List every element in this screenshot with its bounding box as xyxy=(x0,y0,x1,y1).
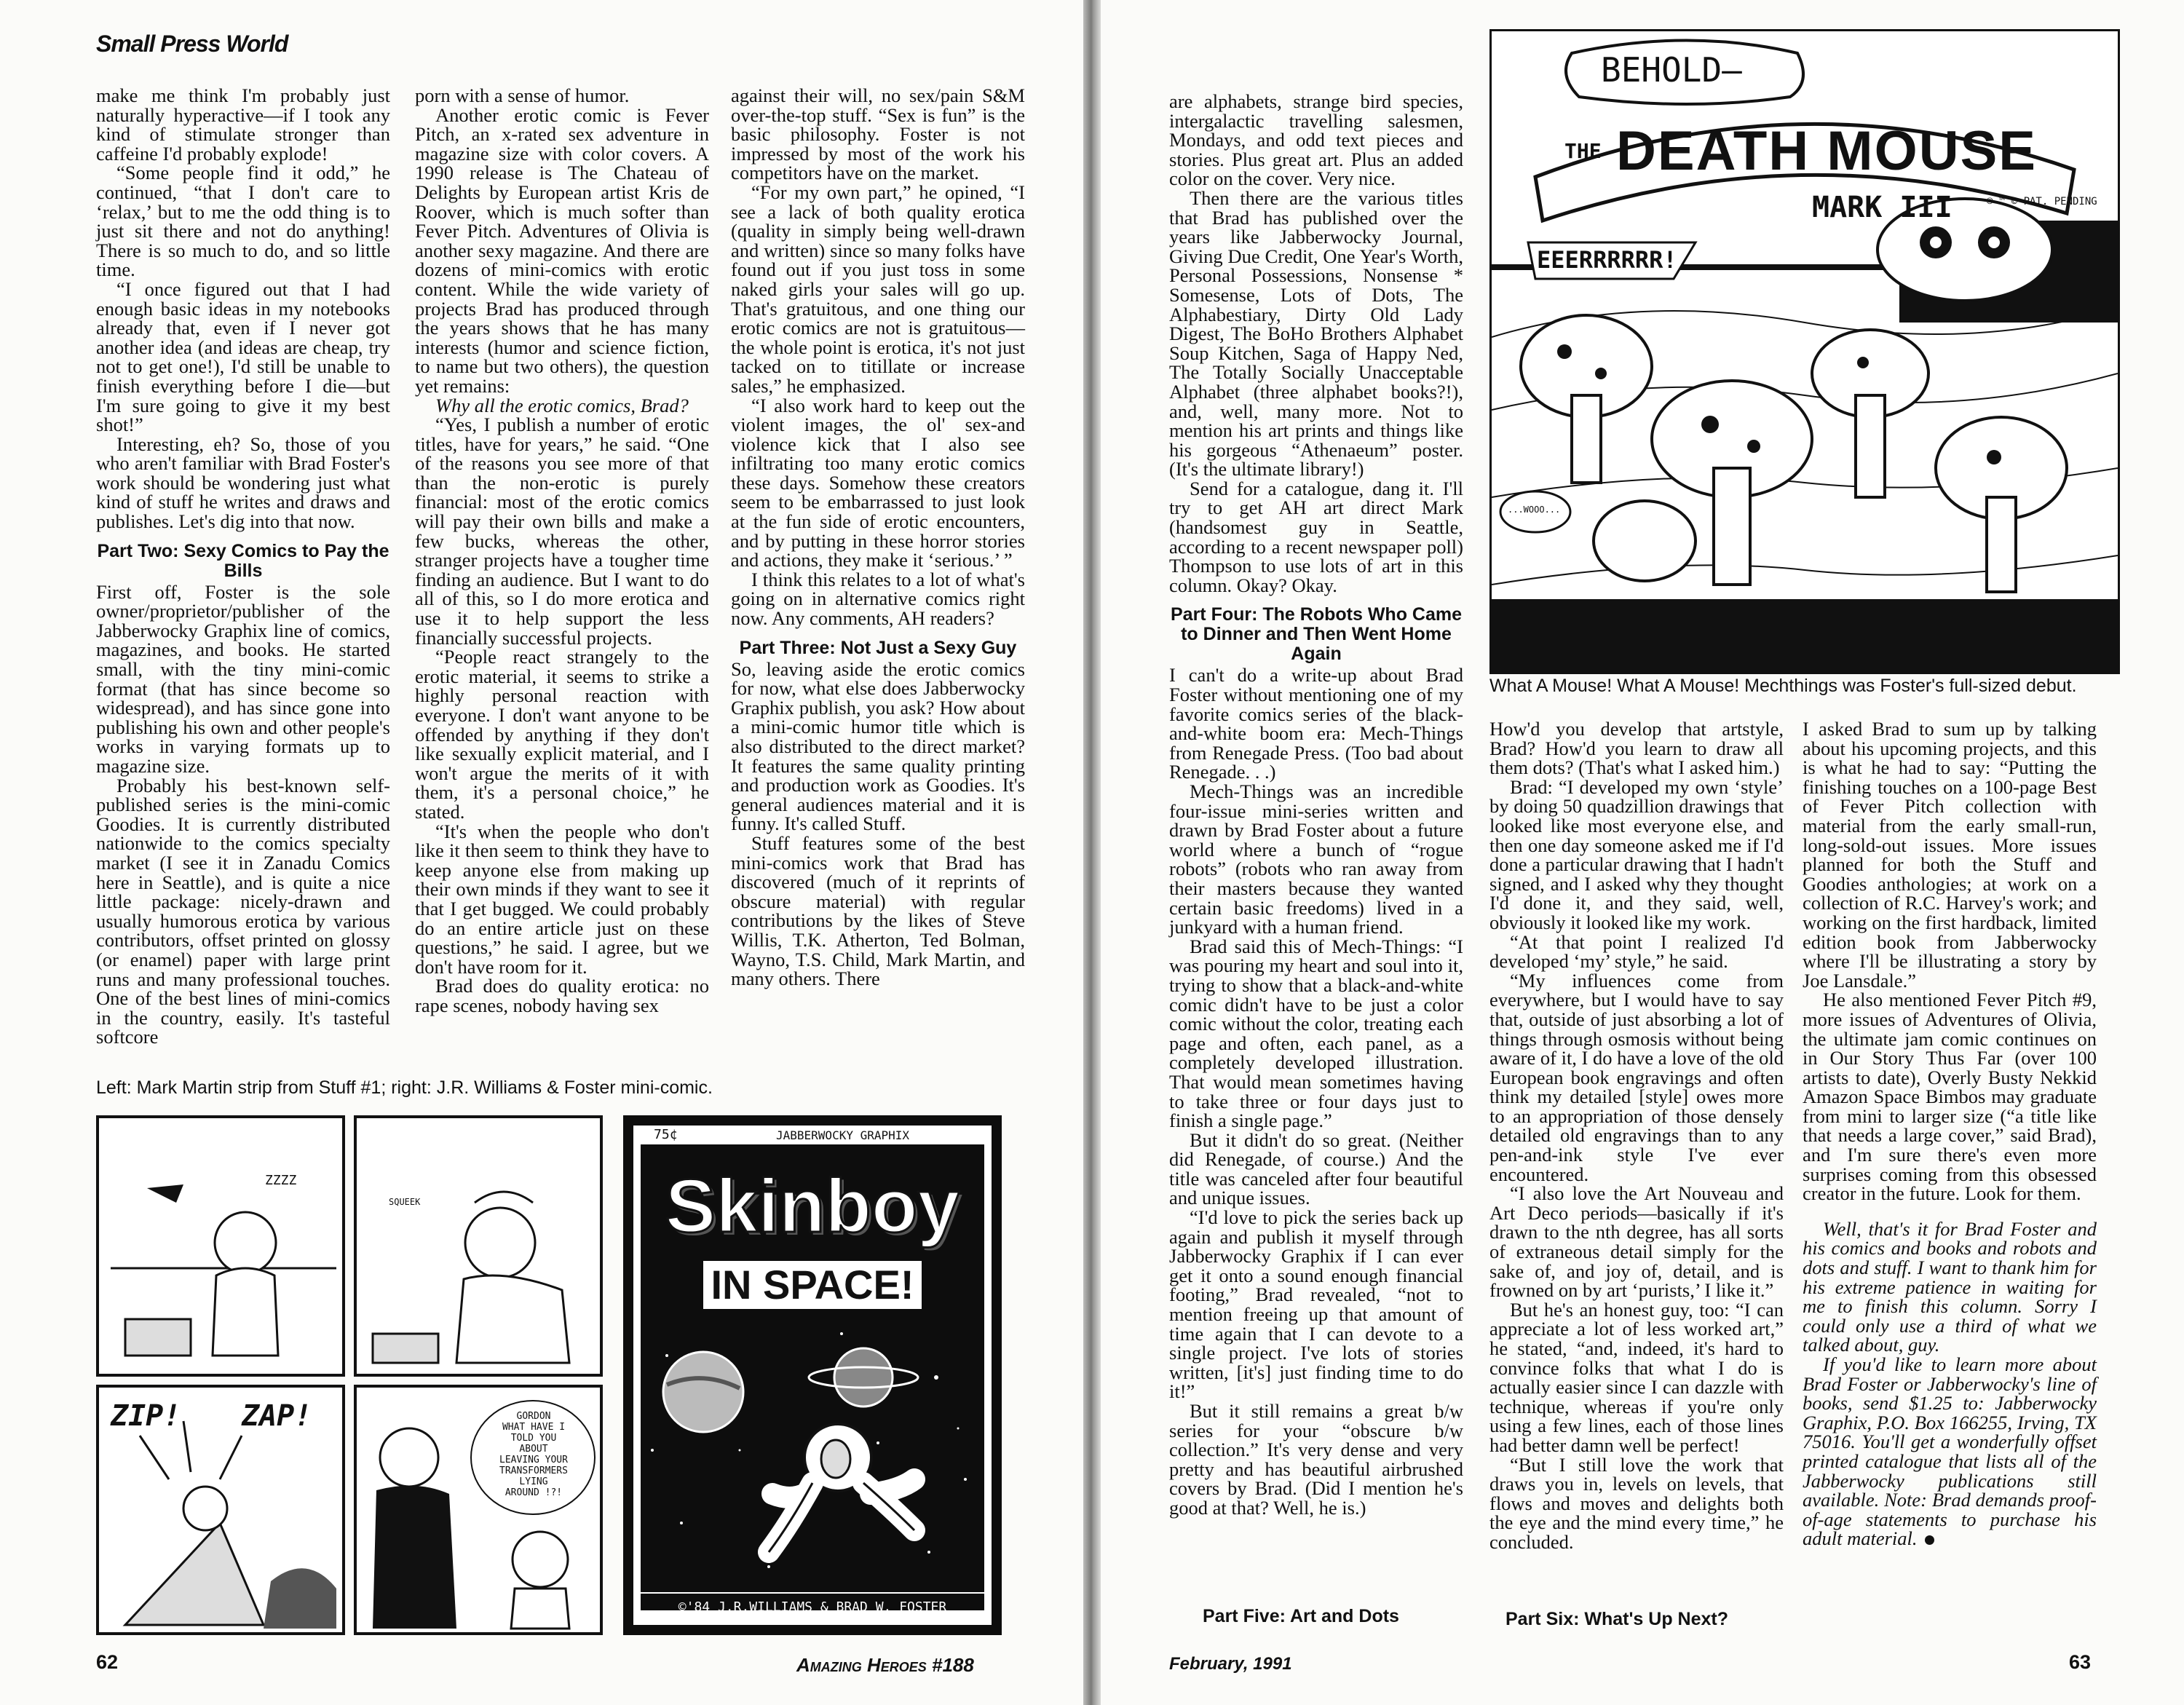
art-behold: BEHOLD— xyxy=(1601,50,1742,90)
strip-panels xyxy=(96,1115,603,1635)
paragraph: “Some people find it odd,” he continued, “that I don't care to ‘relax,’ but to me the odd thing is to just sit there and not do anything! There is so much to do, and so little time. xyxy=(96,162,390,281)
paragraph: “My influences come from everywhere, but I would have to say that, outside of just absorbing a lot of things through osmosis without being aware of it, I do have a love of the old European book engravings and often think my detailed [style] owes more to an appropriation of those densely detailed old engravings than to any pen-and-ink style I've ever encountered. xyxy=(1489,969,1784,1185)
mark-martin-strip xyxy=(96,1115,603,1635)
strip-zip: ZIP! xyxy=(111,1399,181,1433)
art-title: DEATH MOUSE xyxy=(1616,120,2037,182)
paragraph: “I also love the Art Nouveau and Art Deco periods—basically if it's drawn to the nth degree, has all sorts of extraneous detail simply for the sake of, and joy of, detail, and is frowned on by art ‘purists,’ I like it.” xyxy=(1489,1182,1784,1302)
skinboy-title: Skinboy xyxy=(665,1164,960,1249)
paragraph: But it still remains a great b/w series for your “obscure b/w collection.” It's very dense and very pretty and has beautiful airbrushed covers by Brad. (Did I mention he's good at that? Well, he is.) xyxy=(1169,1400,1463,1519)
left-figure-caption: Left: Mark Martin strip from Stuff #1; right: J.R. Williams & Foster mini-comic. xyxy=(96,1077,713,1098)
paragraph: “Yes, I publish a number of erotic titles, have for years,” he said. “One of the reasons you see more of that than the non-erotic is purely financial: most of the erotic comics will pay their own bills and make a few bucks, whereas the other, stranger projects have a tougher time finding an audience. But I want to do all of this, so I do more erotica and use it to help support the less financially successful projects. xyxy=(415,414,709,649)
running-head: Small Press World xyxy=(96,31,288,57)
art-wooo: ...WOOO... xyxy=(1508,505,1561,515)
paragraph: Brad does do quality erotica: no rape scenes, nobody having sex xyxy=(415,975,709,1016)
right-column-1 xyxy=(1169,92,1463,1518)
left-page xyxy=(0,0,1083,1705)
paragraph: Stuff features some of the best mini-comics work that Brad has discovered (much of it reprints of obscure material) with regular contributions by the likes of Steve Willis, T.K. Atherton, Ted Bolman, Wayno, T.S. Child, Mark Martin, and many others. There xyxy=(731,831,1025,990)
art-mark-iii: MARK III xyxy=(1812,191,1952,224)
paragraph: porn with a sense of humor. xyxy=(415,84,630,106)
section-heading-part-three: Part Three: Not Just a Sexy Guy xyxy=(739,637,1017,658)
paragraph: Brad: “I developed my own ‘style’ by doing 50 quadzillion drawings that looked like most everyone else, and then one day someone asked me if I'd done a particular drawing that I hadn't signed, and I asked why they thought I'd done it, and they said, well, obviously it looked like my work. xyxy=(1489,775,1784,933)
paragraph: are alphabets, strange bird species, intergalactic travelling salesmen, Mondays, and odd text pieces and stories. Plus great art. Plus an added color on the cover. Very nice. xyxy=(1169,90,1463,190)
section-heading-part-six: Part Six: What's Up Next? xyxy=(1506,1609,1728,1629)
paragraph: But he's an honest guy, too: “I can appreciate a lot of less worked art,” he stated, “and, indeed, it's hard to convince folks that what I do is actually easier since I can dazzle with technique, whereas if you're only using a few lines, each of those lines had better damn well be perfect! xyxy=(1489,1298,1784,1456)
paragraph: He also mentioned Fever Pitch #9, more issues of Adventures of Olivia, the ultimate jam comic continues on in Our Story Thus Far (over 100 artists to date), Overly Busty Nekkid Amazon Space Bimbos may graduate from mini to larger size (“a title like that needs a large cover,” said Brad), and I'm sure there's even more surprises coming from this obsessed creator in the future. Look for them. xyxy=(1803,989,2097,1205)
page-number-right: 63 xyxy=(2069,1651,2092,1673)
art-the: THE xyxy=(1564,139,1602,163)
paragraph: Mech-Things was an incredible four-issue mini-series written and drawn by Brad Foster about a future world where a bunch of “rogue robots” (robots who ran away from their masters because they wanted certain basic freedoms) lived in a junkyard with a human friend. xyxy=(1169,780,1463,938)
spine-gutter xyxy=(1083,0,1101,1705)
paragraph: But it didn't do so great. (Neither did Renegade, of course.) And the title was canceled after four beautiful and unique issues. xyxy=(1169,1128,1463,1209)
section-heading-part-four: Part Four: The Robots Who Came to Dinner and Then Went Home Again xyxy=(1171,604,1462,665)
strip-sound-zzz: ZZZZ xyxy=(265,1173,297,1188)
paragraph: How'd you develop that artstyle, Brad? How'd you learn to draw all them dots? (That's what I asked him.) xyxy=(1489,718,1784,779)
left-column-3 xyxy=(731,86,1025,989)
left-column-2 xyxy=(415,86,709,1016)
paragraph: Interesting, eh? So, those of you who aren't familiar with Brad Foster's work should be wondering just what kind of stuff he writes and draws and publishes. Let's dig into that now. xyxy=(96,432,390,533)
paragraph: Send for a catalogue, dang it. I'll try to get AH art direct Mark (handsomest guy in Seattle, according to a recent newspaper poll) Thompson to use lots of art in this column. Okay? Okay. xyxy=(1169,477,1463,596)
paragraph: Then there are the various titles that Brad has published over the years like Jabberwocky Journal, Giving Due Credit, One Year's Worth, Personal Possessions, Nonsense * Somesense, Lots of Dots, The Alphabestiary, Dirty Old Lady Digest, The BoHo Brothers Alphabet Soup Kitchen, Saga of Happy Ned, The Totally Socially Unacceptable Alphabet (three alphabet books?!), and, well, many more. Not to mention his art prints and things like his gorgeous “Athenaeum” poster. (It's the ultimate library!) xyxy=(1169,186,1463,480)
right-column-3 xyxy=(1803,719,2097,1548)
art-eeer: EEERRRRRR! xyxy=(1537,246,1677,274)
paragraph: I think this relates to a lot of what's going on in alternative comics right now. Any comments, AH readers? xyxy=(731,568,1025,630)
paragraph: So, leaving aside the erotic comics for now, what else does Jabberwocky Graphix publish, you ask? How about a mini-comic humor title which is also distributed to the direct market? It features the same quality printing and production work as Goodies. It's general audiences material and it is funny. It's called Stuff. xyxy=(731,657,1025,835)
paragraph: Well, that's it for Brad Foster and his comics and books and robots and dots and stuff. I want to thank him for his extreme patience in waiting for me to finish this column. Sorry I could only use a third of what we talked about, guy. xyxy=(1803,1217,2097,1356)
skinboy-price: 75¢ xyxy=(654,1127,678,1142)
strip-sound-squeek: SQUEEK xyxy=(389,1197,421,1207)
issue-date: February, 1991 xyxy=(1169,1654,1292,1674)
paragraph: make me think I'm probably just naturally hyperactive—if I took any kind of stimulate stronger than caffeine I'd probably explode! xyxy=(96,84,390,165)
paragraph: First off, Foster is the sole owner/proprietor/publisher of the Jabberwocky Graphix line of comics, magazines, and books. He started small, with the tiny mini-comic format (that has since become so widespread), and has since gone into publishing his own and other people's works in varying formats up to magazine size. xyxy=(96,580,390,777)
paragraph: Why all the erotic comics, Brad? xyxy=(435,394,689,416)
strip-speech-balloon: GORDON WHAT HAVE I TOLD YOU ABOUT LEAVING YOUR TRANSFORMERS LYING AROUND !?! xyxy=(499,1411,568,1498)
paragraph: I can't do a write-up about Brad Foster without mentioning one of my favorite comics series of the black-and-white boom era: Mech-Things from Renegade Press. (Too bad about Renegade. . .) xyxy=(1169,664,1463,783)
skinboy-cover xyxy=(623,1115,1002,1635)
magazine-issue: Amazing Heroes #188 xyxy=(796,1654,974,1676)
right-page xyxy=(1101,0,2184,1705)
paragraph: I asked Brad to sum up by talking about his upcoming projects, and this is what he had to say: “Putting the finishing touches on a 100-page Best of Fever Pitch collection with material from the early small-run, long-sold-out issues. More issues planned for both the Stuff and Goodies anthologies; at work on a collection of R.C. Harvey's work; and working on the first hardback, limited edition book from Jabberwocky where I'll be illustrating a story by Joe Lansdale.” xyxy=(1803,718,2097,992)
end-mark-bullet xyxy=(1925,1535,1934,1545)
skinboy-subtitle: IN SPACE! xyxy=(703,1261,922,1309)
paragraph: Another erotic comic is Fever Pitch, an x-rated sex adventure in magazine size with color covers. A 1990 release is The Chateau of Delights by European artist Kris de Roover, which is much softer than Fever Pitch. Adventures of Olivia is another sexy magazine. And there are dozens of mini-comics with erotic content. While the wide variety of projects Brad has produced through the years shows that he has many interests (humor and science fiction, to name but two others), the question yet remains: xyxy=(415,103,709,397)
paragraph: “I once figured out that I had enough basic ideas in my notebooks already that, even if I never got another idea (and ideas are cheap, try not to get one!), I'd still be unable to finish everything before I die—but I'm sure going to give it my best shot!” xyxy=(96,277,390,436)
paragraph: “For my own part,” he opined, “I see a lack of both quality erotica (quality in simply being well-drawn and written) since so many folks have found out if you just toss in some naked girls your sales will go up. That's gratuitous, and one thing our erotic comics are not is gratuitous—the whole point is erotica, it's not just tacked on to titillate or increase sales,” he emphasized. xyxy=(731,181,1025,397)
paragraph: “People react strangely to the erotic material, it seems to strike a highly personal reaction with everyone. I don't want anyone to be offended by anything if they don't like sexually explicit material, and I won't argue the merits of it with them, it's a personal choice,” he stated. xyxy=(415,646,709,823)
right-figure-caption xyxy=(1489,676,2077,696)
left-column-1 xyxy=(96,86,390,1047)
paragraph: If you'd like to learn more about Brad Foster or Jabberwocky's line of books, send $1.25 to: Jabberwocky Graphix, P.O. Box 166255, Irving, TX 75016. You'll get a wonderfully offset printed catalogue that lists all of the Jabberwocky publications still available. Note: Brad demands proof-of-age statements to purchase his adult material. xyxy=(1803,1353,2097,1550)
right-column-2 xyxy=(1489,719,1784,1552)
closing-note xyxy=(1803,1219,2097,1548)
section-heading-part-five: Part Five: Art and Dots xyxy=(1203,1606,1399,1626)
paragraph: “At that point I realized I'd developed ‘my’ style,” he said. xyxy=(1489,930,1784,973)
paragraph: Brad said this of Mech-Things: “I was pouring my heart and soul into it, trying to show that a black-and-white comic didn't have to be just a color comic without the color, treating each page and often, each panel, as a completely developed illustration. That would mean sometimes having to take three or four days just to finish a single page.” xyxy=(1169,935,1463,1132)
strip-zap: ZAP! xyxy=(242,1399,312,1433)
paragraph: “I'd love to pick the series back up again and publish it myself through Jabberwocky Graphix if I can ever get it onto a sound enough financial footing,” Brad revealed, “not to mention freeing up that amount of time again that I can devote to a single project. I've lots of stories written, [it's] just finding time to do it!” xyxy=(1169,1206,1463,1403)
right-caption-text: What A Mouse! What A Mouse! Mechthings was Foster's full-sized debut. xyxy=(1489,676,2077,696)
page-number-left: 62 xyxy=(96,1651,119,1673)
paragraph: “But I still love the work that draws you in, levels on levels, that flows and moves and delights both the eye and the mind every time,” he concluded. xyxy=(1489,1453,1784,1553)
section-heading-part-two: Part Two: Sexy Comics to Pay the Bills xyxy=(97,540,389,581)
skinboy-credit: ©'84 J.R.WILLIAMS & BRAD W. FOSTER xyxy=(678,1599,947,1615)
art-trademarks: ® ™ © PAT. PENDING xyxy=(1987,196,2097,207)
death-mouse-illustration xyxy=(1489,29,2120,674)
skinboy-publisher: JABBERWOCKY GRAPHIX xyxy=(776,1128,910,1142)
paragraph: against their will, no sex/pain S&M over-the-top stuff. “Sex is fun” is the basic philosophy. Foster is not impressed by most of the work his competitors have on the market. xyxy=(731,84,1025,184)
paragraph: “It's when the people who don't like it then seem to think they have to keep anyone else from making up their own minds if they want to see it that I get bugged. We could probably do an entire article just on these questions,” he said. I agree, but we don't have room for it. xyxy=(415,820,709,978)
paragraph: Probably his best-known self-published series is the mini-comic Goodies. It is currently distributed nationwide to the comics specialty market (I see it in Zanadu Comics here in Seattle), and is quite a nice little package: nicely-drawn and usually humorous erotica by various contributors, offset printed on glossy (or enamel) paper with large print runs and many professional touches. One of the best lines of mini-comics in the country, easily. It's tasteful softcore xyxy=(96,774,390,1048)
paragraph: “I also work hard to keep out the violent images, the ol' sex-and violence kick that I also see infiltrating too many erotic comics these days. Somehow these creators seem to be embarrassed to just look at the fun side of erotic encounters, and by putting in these horror stories and actions, they make it ‘serious.’ ” xyxy=(731,394,1025,571)
